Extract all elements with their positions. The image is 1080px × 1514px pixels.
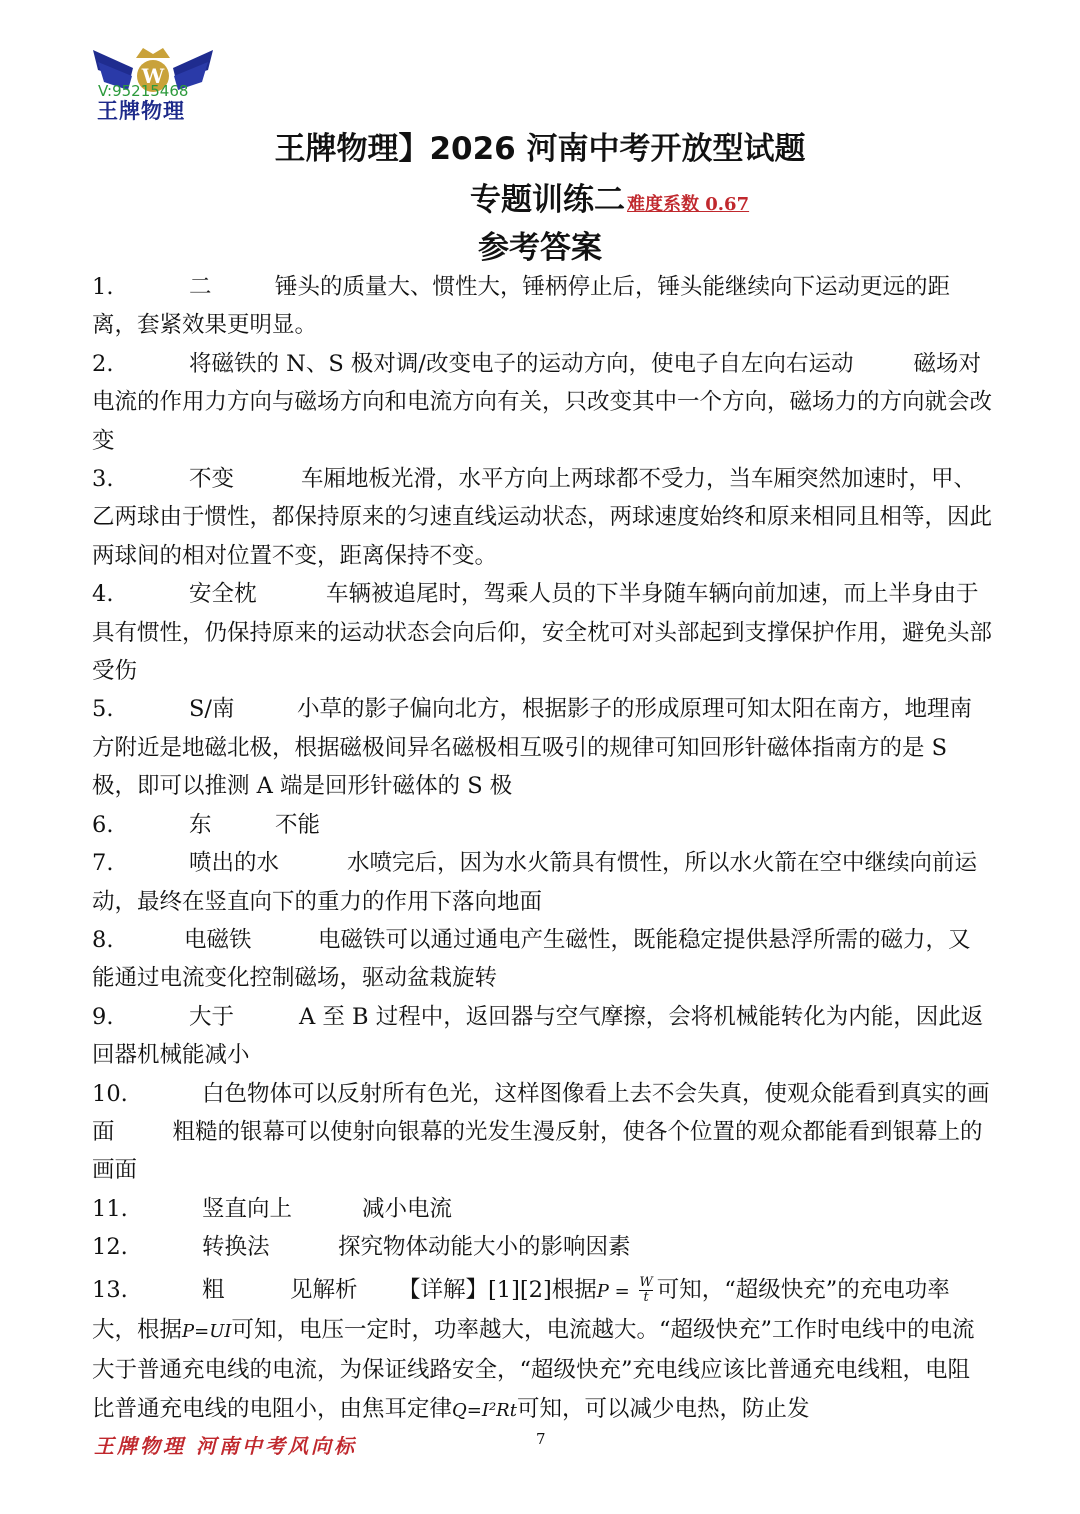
answer-item-1: [92, 268, 992, 345]
answer-number: 12.: [92, 1234, 128, 1261]
answer-list: [92, 268, 992, 1430]
answer-blank: 喷出的水: [189, 850, 280, 877]
answer-blank: 电磁铁: [184, 926, 252, 953]
answer-number: 13.: [92, 1276, 128, 1303]
answer-explanation: 车辆被追尾时，驾乘人员的下半身随车辆向前加速，而上半身由于具有惯性，仍保持原来的运动状态会向后仰，安全枕可对头部起到支撑保护作用，避免头部受伤: [92, 581, 993, 685]
answer-blank: 东: [189, 811, 212, 838]
answer-item-2: [92, 345, 992, 460]
answer-blank-2: 见解析: [290, 1276, 358, 1303]
answer-blank: 将磁铁的 N、S 极对调/改变电子的运动方向，使电子自左向右运动: [189, 350, 854, 377]
logo-contact: V:95215468: [98, 82, 189, 100]
answer-item-4: [92, 575, 992, 690]
logo-brand-text: 王牌物理: [97, 99, 185, 123]
answer-blank: 转换法: [202, 1234, 270, 1261]
answer-explanation: 电磁铁可以通过通电产生磁性，既能稳定提供悬浮所需的磁力，又能通过电流变化控制磁场，驱动盆栽旋转: [92, 926, 971, 992]
answer-item-5: [92, 690, 992, 805]
answer-number: 1.: [92, 274, 114, 300]
answer-explanation: 可知，“超级快充”的充电功率大，根据: [92, 1276, 950, 1343]
answer-blank: 粗: [202, 1276, 225, 1303]
footer-brand: 王牌物理 河南中考风向标: [94, 1434, 357, 1458]
answer-number: 8.: [92, 926, 114, 953]
answer-explanation-3: 可知，可以减少电热，防止发: [516, 1395, 810, 1422]
svg-text:W: W: [141, 64, 165, 88]
answer-item-12: [92, 1228, 992, 1266]
answer-explanation: 磁场对电流的作用力方向与磁场方向和电流方向有关，只改变其中一个方向，磁场力的方向就会改变: [92, 350, 993, 454]
answer-explanation: 水喷完后，因为水火箭具有惯性，所以水火箭在空中继续向前运动，最终在竖直向下的重力的作用下落向地面: [92, 850, 978, 915]
answer-item-6: [92, 806, 992, 844]
fraction-numerator: W: [639, 1275, 653, 1291]
answer-item-7: [92, 844, 992, 921]
answer-number: 9.: [92, 1003, 114, 1030]
answer-explanation: 不能: [275, 811, 321, 838]
page-number: 7: [536, 1430, 546, 1448]
answer-explanation: 探究物体动能大小的影响因素: [338, 1234, 631, 1261]
answer-item-10: [92, 1075, 992, 1190]
answer-explanation: 车厢地板光滑，水平方向上两球都不受力，当车厢突然加速时，甲、乙两球由于惯性，都保持原来的匀速直线运动状态，两球速度始终和原来相同且相等，因此两球间的相对位置不变，距离保持不变。: [92, 466, 993, 569]
formula-power-lhs: P: [596, 1280, 609, 1302]
answer-item-9: [92, 998, 992, 1075]
answer-explanation: A 至 B 过程中，返回器与空气摩擦，会将机械能转化为内能，因此返回器机械能减小: [92, 1003, 984, 1069]
formula-power-ui: P=UI: [182, 1320, 232, 1342]
answer-number: 7.: [92, 850, 114, 877]
formula-joule: Q=I²Rt: [452, 1399, 517, 1421]
answer-blank: 不变: [189, 466, 235, 493]
answer-number: 2.: [92, 350, 114, 377]
answer-blank: 安全枕: [189, 581, 257, 608]
fraction-denominator: t: [643, 1290, 649, 1306]
answer-item-3: [92, 460, 992, 575]
answer-blank: 二: [189, 274, 212, 300]
answer-number: 5.: [92, 696, 114, 723]
answer-item-11: [92, 1190, 992, 1228]
answer-number: 3.: [92, 466, 114, 493]
answer-number: 6.: [92, 811, 114, 838]
doc-subtitle: [470, 174, 749, 219]
difficulty-label: 难度系数 0.67: [627, 194, 750, 215]
detail-label: 【详解】[1][2]根据: [398, 1276, 597, 1303]
answer-explanation: 减小电流: [362, 1195, 453, 1222]
answer-blank: S/南: [189, 696, 235, 723]
answer-blank: 竖直向上: [202, 1195, 293, 1222]
subtitle-text: 专题训练二: [470, 182, 625, 218]
answer-item-13: 13. 粗 见解析 【详解】[1][2]根据P = $\frac{W}{t}$ 可知，“超级快充”的充电功率大，根据P=UI可知，电压一定时，功率越大，电流越大。“超级快充”工作时电线中的电流大于普通充电线的电流，为保证线路安全，“超级快充”充电线应该比普通充电线粗，电阻比普通充电线的电阻小，由焦耳定律Q=I²Rt可知，可以减少电热，防止发: [92, 1271, 992, 1431]
answer-item-8: [92, 921, 992, 998]
answer-explanation: 粗糙的银幕可以使射向银幕的光发生漫反射，使各个位置的观众都能看到银幕上的画面: [92, 1118, 983, 1184]
formula-power-fraction: [639, 1276, 652, 1305]
answer-number: 10.: [92, 1080, 128, 1107]
section-title: 参考答案: [478, 230, 602, 266]
answer-blank: 大于: [189, 1003, 235, 1030]
answer-blank: 白色物体可以反射所有色光，这样图像看上去不会失真，使观众能看到真实的画面: [92, 1080, 990, 1145]
answer-explanation: 锤头的质量大、惯性大，锤柄停止后，锤头能继续向下运动更远的距离，套紧效果更明显。: [92, 274, 951, 339]
answer-explanation: 小草的影子偏向北方，根据影子的形成原理可知太阳在南方，地理南方附近是地磁北极，根据磁极间异名磁极相互吸引的规律可知回形针磁体指南方的是 S 极，即可以推测 A 端是回形针磁体的 S 极: [92, 696, 973, 800]
doc-title: 王牌物理】2026 河南中考开放型试题: [274, 131, 806, 167]
answer-number: 11.: [92, 1195, 128, 1222]
answer-explanation-2: 可知，电压一定时，功率越大，电流越大。“超级快充”工作时电线中的电流大于普通充电线的电流，为保证线路安全，“超级快充”充电线应该比普通充电线粗，电阻比普通充电线的电阻小，由焦耳定律: [92, 1316, 975, 1422]
answer-number: 4.: [92, 581, 114, 608]
